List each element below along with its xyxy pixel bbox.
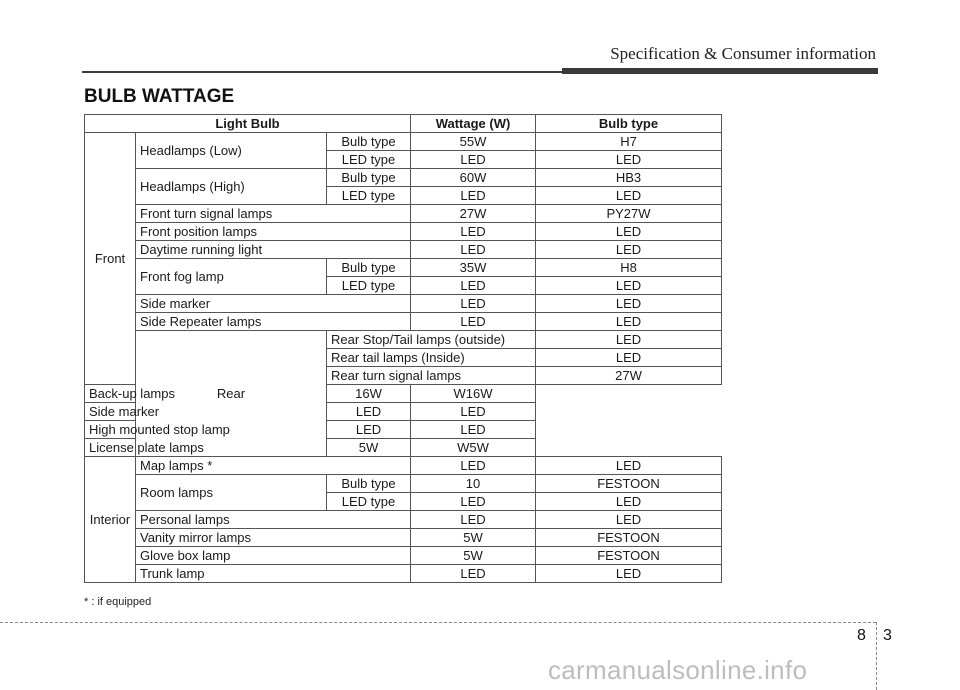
bulb-type-cell: LED — [411, 421, 536, 439]
wattage-cell: 5W — [327, 439, 411, 457]
wattage-cell: LED — [411, 295, 536, 313]
column-header-wattage: Wattage (W) — [411, 115, 536, 133]
page-chapter-number: 8 — [857, 627, 866, 644]
bulb-name: Side Repeater lamps — [136, 313, 411, 331]
table-row — [85, 421, 722, 439]
bulb-type-cell: LED — [536, 457, 722, 475]
page-number: 3 — [883, 627, 892, 644]
bulb-name: Rear turn signal lamps — [327, 367, 536, 385]
bulb-name: Vanity mirror lamps — [136, 529, 411, 547]
wattage-cell: LED — [411, 493, 536, 511]
bulb-name: Daytime running light — [136, 241, 411, 259]
table-row — [85, 457, 722, 475]
footer-dashed-rule — [0, 622, 876, 623]
bulb-name: Glove box lamp — [136, 547, 411, 565]
wattage-cell: 27W — [411, 205, 536, 223]
bulb-type-cell: FESTOON — [536, 547, 722, 565]
table-row — [85, 205, 722, 223]
group-label-rear: Rear — [136, 331, 327, 457]
bulb-type-cell: LED — [536, 493, 722, 511]
wattage-cell: 5W — [411, 529, 536, 547]
variant-label: LED type — [327, 493, 411, 511]
variant-label: LED type — [327, 277, 411, 295]
wattage-cell: 55W — [411, 133, 536, 151]
wattage-cell: LED — [411, 241, 536, 259]
footnote: * : if equipped — [84, 596, 152, 608]
table-row — [85, 475, 722, 493]
bulb-name: Map lamps * — [136, 457, 411, 475]
table-row — [85, 169, 722, 187]
footer-dashed-divider — [876, 622, 877, 690]
wattage-cell: LED — [536, 331, 722, 349]
bulb-type-cell: LED — [536, 511, 722, 529]
section-header: Specification & Consumer information — [610, 44, 876, 63]
table-row — [85, 331, 722, 349]
wattage-cell: 60W — [411, 169, 536, 187]
wattage-cell: LED — [327, 421, 411, 439]
bulb-name: Personal lamps — [136, 511, 411, 529]
bulb-type-cell: HB3 — [536, 169, 722, 187]
bulb-type-cell: LED — [411, 403, 536, 421]
table-row — [85, 439, 722, 457]
bulb-type-cell: LED — [536, 241, 722, 259]
variant-label: LED type — [327, 187, 411, 205]
bulb-type-cell: FESTOON — [536, 529, 722, 547]
bulb-name: Front position lamps — [136, 223, 411, 241]
bulb-type-cell: LED — [536, 313, 722, 331]
table-row — [85, 133, 722, 151]
wattage-cell: LED — [411, 277, 536, 295]
bulb-name: Back-up lamps — [85, 385, 327, 403]
wattage-cell: LED — [536, 349, 722, 367]
variant-label: LED type — [327, 151, 411, 169]
table-row — [85, 295, 722, 313]
wattage-cell: 35W — [411, 259, 536, 277]
table-row — [85, 511, 722, 529]
bulb-name: Headlamps (High) — [136, 169, 327, 205]
wattage-cell: LED — [411, 151, 536, 169]
wattage-cell: 10 — [411, 475, 536, 493]
header-rule-thick — [562, 68, 878, 74]
bulb-type-cell: H7 — [536, 133, 722, 151]
wattage-cell: LED — [327, 403, 411, 421]
table-row — [85, 259, 722, 277]
column-header-light-bulb: Light Bulb — [85, 115, 411, 133]
bulb-name: Front turn signal lamps — [136, 205, 411, 223]
table-row — [85, 547, 722, 565]
bulb-type-cell: LED — [536, 223, 722, 241]
bulb-name: Room lamps — [136, 475, 327, 511]
bulb-name: License plate lamps — [85, 439, 327, 457]
bulb-name: Front fog lamp — [136, 259, 327, 295]
table-header-row — [85, 115, 722, 133]
group-label-front: Front — [85, 133, 136, 385]
wattage-cell: LED — [411, 565, 536, 583]
variant-label: Bulb type — [327, 169, 411, 187]
page-title: BULB WATTAGE — [84, 86, 235, 107]
table-row — [85, 313, 722, 331]
bulb-type-cell: LED — [536, 151, 722, 169]
bulb-name: High mounted stop lamp — [85, 421, 327, 439]
bulb-type-cell: LED — [536, 295, 722, 313]
bulb-type-cell: LED — [536, 565, 722, 583]
variant-label: Bulb type — [327, 475, 411, 493]
wattage-cell: LED — [411, 313, 536, 331]
bulb-type-cell: W5W — [411, 439, 536, 457]
table-row — [85, 223, 722, 241]
bulb-name: Rear tail lamps (Inside) — [327, 349, 536, 367]
wattage-cell: LED — [411, 223, 536, 241]
table-row — [85, 403, 722, 421]
bulb-name: Trunk lamp — [136, 565, 411, 583]
bulb-type-cell: LED — [536, 277, 722, 295]
wattage-cell: 27W — [536, 367, 722, 385]
bulb-name: Headlamps (Low) — [136, 133, 327, 169]
bulb-name: Rear Stop/Tail lamps (outside) — [327, 331, 536, 349]
wattage-cell: 16W — [327, 385, 411, 403]
bulb-wattage-table — [84, 114, 722, 583]
group-label-interior: Interior — [85, 457, 136, 583]
table-row — [85, 565, 722, 583]
bulb-type-cell: FESTOON — [536, 475, 722, 493]
variant-label: Bulb type — [327, 259, 411, 277]
wattage-cell: LED — [411, 511, 536, 529]
bulb-type-cell: PY27W — [536, 205, 722, 223]
column-header-bulb-type: Bulb type — [536, 115, 722, 133]
bulb-name: Side marker — [85, 403, 327, 421]
table-row — [85, 385, 722, 403]
table-row — [85, 241, 722, 259]
table-row — [85, 529, 722, 547]
bulb-type-cell: LED — [536, 187, 722, 205]
wattage-cell: 5W — [411, 547, 536, 565]
header-rule-thin — [82, 71, 562, 73]
wattage-cell: LED — [411, 187, 536, 205]
watermark: carmanualsonline.info — [548, 655, 808, 685]
wattage-cell: LED — [411, 457, 536, 475]
bulb-type-cell: W16W — [411, 385, 536, 403]
variant-label: Bulb type — [327, 133, 411, 151]
bulb-type-cell: H8 — [536, 259, 722, 277]
bulb-name: Side marker — [136, 295, 411, 313]
